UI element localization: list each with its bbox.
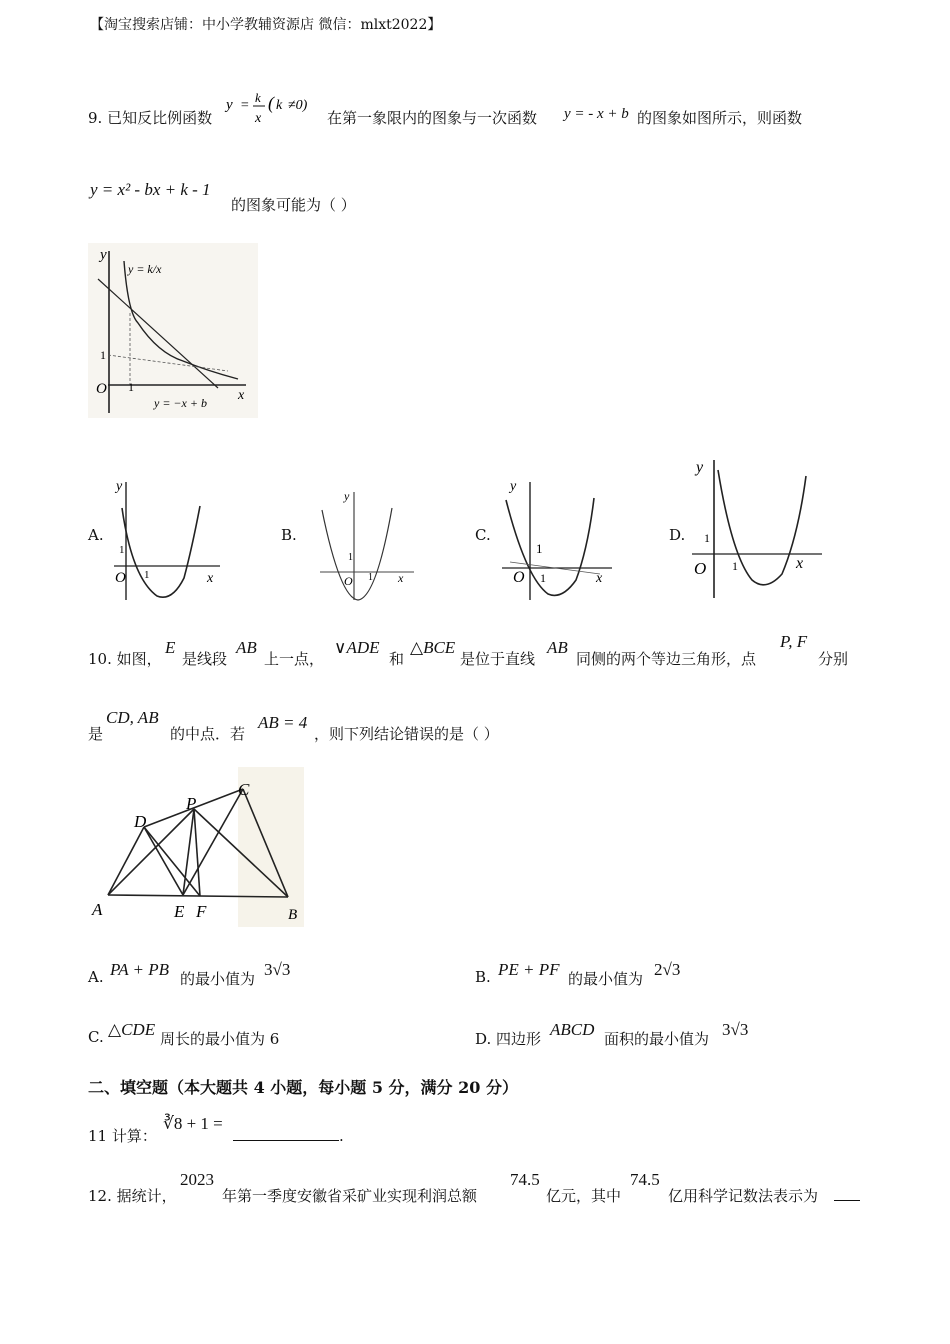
q9-option-d-label: D. <box>669 526 686 544</box>
svg-text:=: = <box>240 98 250 113</box>
q9-a-1y: 1 <box>119 544 125 556</box>
q9-option-c-label: C. <box>475 526 491 544</box>
q9-fig-y: y <box>100 247 107 263</box>
q9-fig-o: O <box>96 381 107 397</box>
svg-text:k: k <box>255 92 261 105</box>
q10-fig-F: F <box>196 902 207 921</box>
svg-text:k: k <box>276 98 283 113</box>
q12-t3: 亿用科学记数法表示为 <box>668 1187 819 1205</box>
q10-opt-c-expr: △CDE <box>108 1020 156 1039</box>
q9-c-y: y <box>510 479 517 494</box>
q9-func3: y = x² - bx + k - 1 <box>90 180 211 199</box>
q9-c-1x: 1 <box>540 571 546 585</box>
page-header: 【淘宝搜索店铺：中小学教辅资源店 微信：mlxt2022】 <box>90 17 442 33</box>
q10-AB2: AB <box>547 638 568 657</box>
q10-fig-D: D <box>134 812 147 831</box>
q9-prefix: 9. 已知反比例函数 <box>88 109 213 127</box>
q10-prefix: 10. 如图， <box>88 650 162 668</box>
q9-mid: 在第一象限内的图象与一次函数 <box>327 109 538 127</box>
q10-t6: 分别 <box>818 650 849 668</box>
q10-opt-c-text: 周长的最小值为 6 <box>160 1030 280 1048</box>
q10-opt-b-text: 的最小值为 <box>568 970 644 988</box>
q10-opt-b-label: B. <box>475 968 491 986</box>
q9-fig-line-label: y = −x + b <box>154 396 207 410</box>
q9-func2: y = - x + b <box>564 106 629 122</box>
svg-text:y: y <box>226 97 233 113</box>
q9-option-b-label: B. <box>281 526 297 544</box>
q9-a-x: x <box>207 571 214 586</box>
q9-b-1x: 1 <box>368 572 373 583</box>
q10-t1: 是线段 <box>182 650 228 668</box>
q9-fig-1x: 1 <box>128 380 134 394</box>
q10-fig-B: B <box>288 907 298 923</box>
q9-option-a-graph <box>112 478 222 603</box>
svg-text:≠0): ≠0) <box>288 98 308 113</box>
q9-c-o: O <box>513 569 525 586</box>
q10-opt-a-expr: PA + PB <box>110 960 170 979</box>
svg-text:x: x <box>255 111 262 126</box>
section-title: 二、填空题（本大题共 4 小题，每小题 5 分，满分 20 分） <box>88 1078 518 1097</box>
q9-main-figure <box>88 243 258 418</box>
svg-text:(: ( <box>268 93 274 113</box>
q12-t2: 亿元，其中 <box>546 1187 622 1205</box>
q10-l2-c: ，则下列结论错误的是（ ） <box>314 725 499 743</box>
q9-option-b-graph <box>318 488 418 603</box>
q9-func1-formula <box>224 92 324 132</box>
q10-opt-d-expr: ABCD <box>550 1020 595 1039</box>
q9-a-y: y <box>116 479 123 494</box>
q10-opt-a-text: 的最小值为 <box>180 970 256 988</box>
q9-c-1y: 1 <box>536 541 543 556</box>
q9-b-o: O <box>344 574 353 588</box>
q10-l2-a: 是 <box>88 725 104 743</box>
q10-PF: P, F <box>780 632 808 651</box>
q10-opt-a-val: 3√3 <box>264 960 291 979</box>
q9-d-o: O <box>694 559 707 578</box>
q9-a-o: O <box>115 570 126 586</box>
q9-fig-curve-label: y = k/x <box>128 262 162 276</box>
q11-expr: ∛8 + 1 = <box>163 1114 223 1133</box>
q10-opt-d-label: D. 四边形 <box>475 1030 542 1048</box>
q9-option-a-label: A. <box>88 526 104 544</box>
q10-figure <box>88 765 308 930</box>
q9-func1 <box>224 92 324 132</box>
q12-blank[interactable] <box>834 1184 860 1205</box>
q11-suffix: . <box>339 1127 344 1145</box>
q10-t4: 是位于直线 <box>460 650 536 668</box>
q12-t1: 年第一季度安徽省采矿业实现利润总额 <box>222 1187 478 1205</box>
q9-b-x: x <box>398 571 404 585</box>
q12-prefix: 12. 据统计， <box>88 1187 177 1205</box>
q10-AB4: AB = 4 <box>258 713 308 732</box>
q10-opt-a-label: A. <box>88 968 104 986</box>
q12-v2: 74.5 <box>630 1170 660 1189</box>
q9-d-1x: 1 <box>732 559 738 573</box>
q9-b-y: y <box>344 489 350 503</box>
q9-fig-x: x <box>238 388 245 403</box>
q12-year: 2023 <box>180 1170 214 1189</box>
q10-fig-E: E <box>174 902 185 921</box>
q10-CDAB: CD, AB <box>106 708 159 727</box>
q10-ADE: ∨ADE <box>334 638 380 657</box>
q9-d-x: x <box>796 555 804 572</box>
q9-b-1y: 1 <box>348 552 353 563</box>
q10-t5: 同侧的两个等边三角形，点 <box>576 650 757 668</box>
q9-d-y: y <box>696 459 704 476</box>
q11-prefix: 11 计算： <box>88 1127 157 1145</box>
q10-opt-d-val: 3√3 <box>722 1020 749 1039</box>
q10-BCE: △BCE <box>410 638 456 657</box>
q10-fig-C: C <box>238 780 250 799</box>
q9-line2-suffix: 的图象可能为（ ） <box>231 196 356 214</box>
q9-option-c-graph <box>500 478 615 603</box>
q10-E: E <box>165 638 176 657</box>
q12-v1: 74.5 <box>510 1170 540 1189</box>
q10-opt-b-val: 2√3 <box>654 960 681 979</box>
q11-blank[interactable] <box>233 1124 344 1145</box>
q10-t3: 和 <box>389 650 405 668</box>
q10-fig-P: P <box>186 794 197 813</box>
q9-a-1x: 1 <box>144 569 150 581</box>
q10-opt-b-expr: PE + PF <box>498 960 560 979</box>
q9-c-x: x <box>596 571 603 586</box>
q10-AB: AB <box>236 638 257 657</box>
q10-opt-d-text: 面积的最小值为 <box>604 1030 710 1048</box>
q9-fig-1y: 1 <box>100 348 106 362</box>
q9-d-1y: 1 <box>704 531 710 545</box>
q9-suffix: 的图象如图所示，则函数 <box>637 109 803 127</box>
q10-l2-b: 的中点．若 <box>170 725 246 743</box>
q9-option-d-graph <box>690 456 825 601</box>
q10-opt-c-label: C. <box>88 1028 104 1046</box>
q10-t2: 上一点， <box>264 650 325 668</box>
q10-fig-A: A <box>92 900 103 919</box>
